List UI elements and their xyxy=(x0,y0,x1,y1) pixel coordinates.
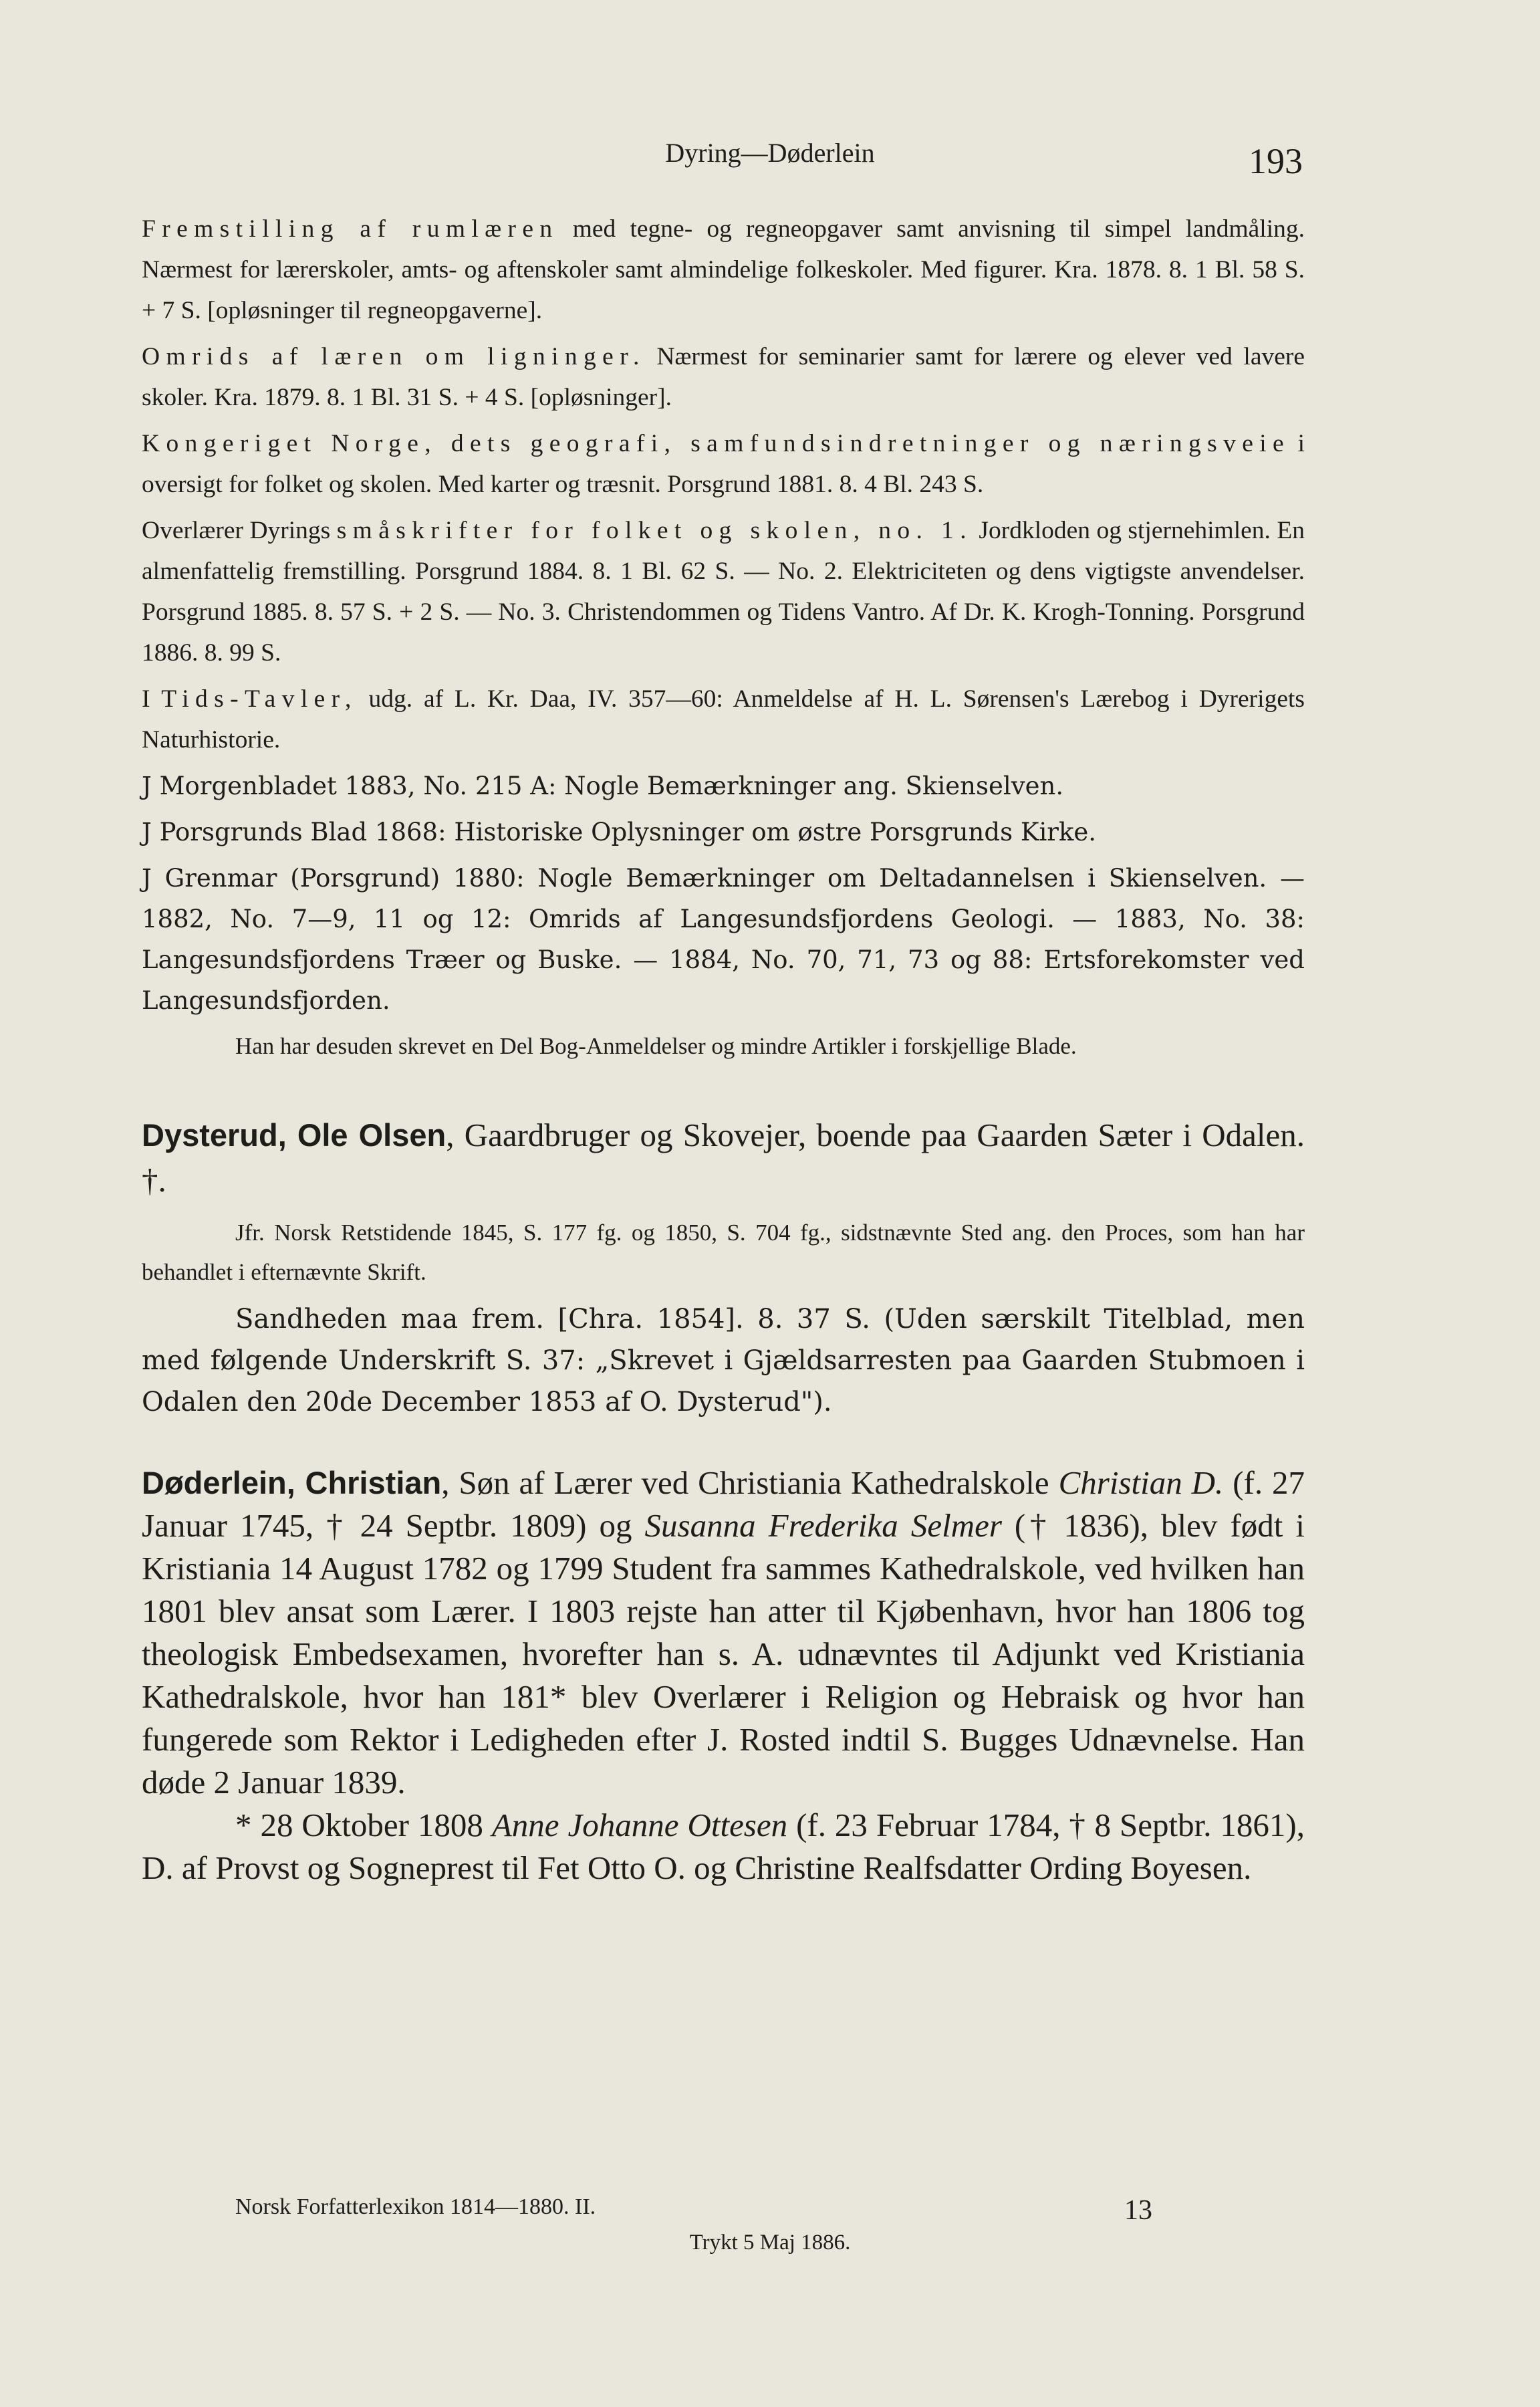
work-title: Omrids af læren om ligninger. xyxy=(142,343,646,370)
entry-heading: Døderlein, Christian xyxy=(142,1465,442,1500)
bibliography-entry xyxy=(142,679,1305,760)
entry-text: med tegne- og regneopgaver samt anvisning til simpel landmåling. Nærmest for lærerskoler, amts- og aftenskoler samt almindelige folkeskoler. Med figurer. Kra. 1878. 8. 1 Bl. 58 S. + 7 S. [opløsninger til regneopgaverne]. xyxy=(142,215,1305,324)
entry-reference: Jfr. Norsk Retstidende 1845, S. 177 fg. og 1850, S. 704 fg., sidstnævnte Sted ang. den Proces, som han har behandlet i efternævnte Skrift. xyxy=(142,1220,1305,1285)
entry-heading: Dysterud, Ole Olsen xyxy=(142,1117,446,1153)
running-header: Dyring—Døderlein xyxy=(665,138,875,168)
work-title: Kongeriget Norge, dets geografi, samfundsindretninger og næringsveie xyxy=(142,430,1291,457)
footnote-text: (f. 23 Februar 1784, † 8 Septbr. 1861), D. af Provst og Sogneprest til Fet Otto O. og Christine Realfsdatter Ording Boyesen. xyxy=(142,1807,1305,1886)
bibliography-entry xyxy=(142,1026,1305,1066)
person-name: Anne Johanne Ottesen xyxy=(491,1807,788,1843)
entry-paragraph xyxy=(142,1462,1305,1804)
bibliography-entry xyxy=(142,423,1305,505)
bibliography-list xyxy=(142,209,1305,1066)
entry-work: Sandheden maa frem. [Chra. 1854]. 8. 37 S. (Uden særskilt Titelblad, men med følgende Underskrift S. 37: „Skrevet i Gjældsarresten paa Gaarden Stubmoen i Odalen den 20de December 1853 af O. Dysterud"). xyxy=(142,1304,1305,1417)
signature-mark: 13 xyxy=(1124,2195,1152,2226)
entry-text: J Grenmar (Porsgrund) 1880: Nogle Bemærkninger om Deltadannelsen i Skienselven. — 1882, No. 7—9, 11 og 12: Omrids af Langesundsfjordens Geologi. — 1883, No. 38: Langesundsfjordens Træer og Buske. — 1884, No. 70, 71, 73 og 88: Ertsforekomster ved Langesundsfjorden. xyxy=(142,864,1305,1015)
bibliography-entry xyxy=(142,858,1305,1021)
entry-text: udg. af L. Kr. Daa, IV. 357—60: Anmeldelse af H. L. Sørensen's Lærebog i Dyrerigets Naturhistorie. xyxy=(142,685,1305,754)
entry-text: († 1836), blev født i Kristiania 14 August 1782 og 1799 Student fra sammes Kathedralskole, ved hvilken han 1801 blev ansat som Lærer. I 1803 rejste han atter til Kjøbenhavn, hvor han 1806 tog theologisk Embedsexamen, hvorefter han s. A. udnævntes til Adjunkt ved Kristiania Kathedralskole, hvor han 181* blev Overlærer i Religion og Hebraisk og hvor han fungerede som Rektor i Ledigheden efter J. Rosted indtil S. Bugges Udnævnelse. Han døde 2 Januar 1839. xyxy=(142,1507,1305,1801)
entry-prefix: I xyxy=(142,685,162,713)
entry-text: , Søn af Lærer ved Christiania Kathedralskole xyxy=(441,1464,1059,1501)
bibliography-entry xyxy=(142,336,1305,418)
bibliography-entry xyxy=(142,510,1305,673)
entry-text: Jordkloden og stjernehimlen. En almenfattelig fremstilling. Porsgrund 1884. 8. 1 Bl. 62 S. — No. 2. Elektriciteten og dens vigtigste anvendelser. Porsgrund 1885. 8. 57 S. + 2 S. — No. 3. Christendommen og Tidens Vantro. Af Dr. K. Krogh-Tonning. Porsgrund 1886. 8. 99 S. xyxy=(142,517,1305,667)
work-title: småskrifter for folket og skolen, no. 1. xyxy=(336,517,973,544)
work-title: Fremstilling af rumlæren xyxy=(142,215,559,243)
footnote xyxy=(142,1804,1305,1889)
footnote-text: * 28 Oktober 1808 xyxy=(235,1807,492,1843)
entry-dysterud xyxy=(142,1113,1305,1423)
bibliography-entry xyxy=(142,812,1305,852)
entry-paragraph xyxy=(142,1113,1305,1204)
entry-text: J Morgenbladet 1883, No. 215 A: Nogle Bemærkninger ang. Skienselven. xyxy=(142,772,1064,800)
entry-prefix: Overlærer Dyrings xyxy=(142,517,337,544)
entry-text: Han har desuden skrevet en Del Bog-Anmeldelser og mindre Artikler i forskjellige Blade. xyxy=(235,1033,1077,1059)
entry-text: (f. 27 Januar 1745, † 24 Septbr. 1809) og xyxy=(142,1464,1305,1544)
work-title: Tids-Tavler, xyxy=(161,685,358,713)
bibliography-entry xyxy=(142,209,1305,331)
bibliography-entry xyxy=(142,766,1305,806)
person-name: Susanna Frederika Selmer xyxy=(644,1507,1002,1544)
page-number: 193 xyxy=(1249,141,1303,181)
entry-doderlein xyxy=(142,1462,1305,1889)
print-date: Trykt 5 Maj 1886. xyxy=(689,2230,851,2255)
footer-source: Norsk Forfatterlexikon 1814—1880. II. xyxy=(235,2194,596,2219)
person-name: Christian D. xyxy=(1058,1464,1224,1501)
entry-text: i oversigt for folket og skolen. Med karter og træsnit. Porsgrund 1881. 8. 4 Bl. 243 S. xyxy=(142,430,1305,498)
entry-text: Nærmest for seminarier samt for lærere og elever ved lavere skoler. Kra. 1879. 8. 1 Bl. 31 S. + 4 S. [opløsninger]. xyxy=(142,343,1305,411)
entry-text: , Gaardbruger og Skovejer, boende paa Gaarden Sæter i Odalen. †. xyxy=(142,1117,1305,1199)
entry-text: J Porsgrunds Blad 1868: Historiske Oplysninger om østre Porsgrunds Kirke. xyxy=(142,818,1097,846)
text-column xyxy=(142,209,1305,1889)
